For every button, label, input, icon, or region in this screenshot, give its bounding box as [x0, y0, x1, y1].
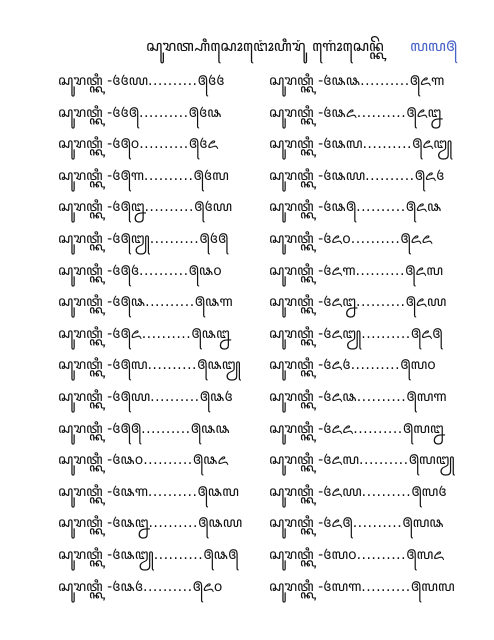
toc-entry[interactable]	[58, 133, 242, 165]
toc-entry[interactable]	[58, 260, 242, 292]
entry-leader-dots: ..........	[355, 262, 405, 279]
entry-page-number: ꧕꧔꧙	[193, 199, 232, 216]
toc-entry[interactable]	[58, 576, 242, 608]
entry-page-number: ꧕꧘꧐	[188, 262, 222, 279]
entry-label: ꦱꦸꦫꦠ꧀ꦏꦶ	[269, 515, 314, 532]
toc-column-right	[269, 70, 455, 607]
entry-number: -꧔꧕꧘	[107, 294, 146, 311]
entry-label: ꦱꦸꦫꦠ꧀ꦏꦶ	[269, 262, 314, 279]
entry-label: ꦱꦸꦫꦠ꧀ꦏꦶ	[58, 73, 103, 89]
entry-number: -꧔꧖꧗	[318, 452, 360, 469]
entry-number: -꧔꧖꧒	[318, 294, 356, 311]
entry-page-number: ꧕꧔꧔	[197, 73, 225, 89]
entry-leader-dots: ..........	[139, 262, 189, 279]
page-header	[0, 30, 494, 56]
entry-number: -꧔꧖꧕	[318, 515, 353, 532]
toc-entry[interactable]	[269, 102, 455, 134]
entry-page-number: ꧕꧘꧑	[194, 294, 233, 311]
toc-entry[interactable]	[269, 481, 455, 513]
entry-label: ꦱꦸꦫꦠ꧀ꦏꦶ	[58, 388, 103, 405]
entry-leader-dots: ..........	[361, 578, 411, 595]
entry-label: ꦱꦸꦫꦠ꧀ꦏꦶ	[58, 136, 103, 153]
entry-number: -꧔꧕꧑	[107, 167, 144, 184]
entry-page-number: ꧕꧔꧕	[199, 230, 229, 247]
entry-label: ꦱꦸꦫꦠ꧀ꦏꦶ	[58, 294, 103, 311]
entry-label: ꦱꦸꦫꦠ꧀ꦏꦶ	[58, 357, 103, 374]
entry-page-number: ꧕꧗꧓	[408, 452, 455, 469]
entry-page-number: ꧕꧖꧔	[414, 167, 445, 184]
entry-label: ꦱꦸꦫꦠ꧀ꦏꦶ	[58, 262, 103, 279]
entry-page-number: ꧕꧘꧖	[192, 452, 229, 469]
toc-entry[interactable]	[58, 354, 242, 386]
entry-number: -꧔꧔꧕	[107, 104, 140, 121]
entry-number: -꧔꧘꧔	[107, 578, 144, 595]
toc-entry[interactable]	[58, 165, 242, 197]
entry-number: -꧔꧕꧖	[107, 325, 142, 342]
toc-entry[interactable]	[269, 449, 455, 481]
toc-entry[interactable]	[58, 418, 242, 450]
entry-label: ꦱꦸꦫꦠ꧀ꦏꦶ	[269, 357, 314, 374]
entry-leader-dots: ..........	[143, 452, 193, 469]
entry-leader-dots: ..........	[144, 199, 194, 216]
entry-label: ꦱꦸꦫꦠ꧀ꦏꦶ	[58, 546, 103, 563]
entry-page-number: ꧕꧗꧒	[402, 420, 444, 437]
toc-entry[interactable]	[269, 196, 455, 228]
entry-number: -꧔꧘꧑	[107, 483, 148, 500]
entry-label: ꦱꦸꦫꦠ꧀ꦏꦶ	[58, 167, 103, 184]
entry-label: ꦱꦸꦫꦠ꧀ꦏꦶ	[58, 104, 103, 121]
entry-label: ꦱꦸꦫꦠ꧀ꦏꦶ	[58, 578, 103, 595]
entry-page-number: ꧕꧖꧐	[192, 578, 223, 595]
entry-page-number: ꧕꧗꧐	[400, 357, 436, 374]
entry-number: -꧔꧘꧓	[107, 546, 154, 563]
entry-label: ꦱꦸꦫꦠ꧀ꦏꦶ	[269, 167, 314, 184]
entry-label: ꦱꦸꦫꦠ꧀ꦏꦶ	[58, 230, 103, 247]
entry-leader-dots: ..........	[150, 388, 200, 405]
toc-entry[interactable]	[269, 354, 455, 386]
entry-page-number: ꧕꧗꧖	[406, 546, 445, 563]
entry-number: -꧔꧗꧐	[318, 546, 357, 563]
toc-entry[interactable]	[269, 165, 455, 197]
entry-leader-dots: ..........	[139, 104, 189, 121]
entry-leader-dots: ..........	[147, 357, 197, 374]
entry-leader-dots: ..........	[350, 357, 401, 374]
entry-page-number: ꧕꧔꧘	[188, 104, 222, 121]
entry-page-number: ꧕꧘꧘	[190, 420, 230, 437]
entry-number: -꧔꧖꧐	[318, 230, 351, 247]
entry-number: -꧔꧖꧔	[318, 357, 351, 374]
entry-number: -꧔꧕꧔	[107, 262, 140, 279]
entry-number: -꧔꧕꧕	[107, 420, 142, 437]
entry-leader-dots: ..........	[143, 167, 194, 184]
entry-label: ꦱꦸꦫꦠ꧀ꦏꦶ	[58, 483, 103, 500]
toc-entry[interactable]	[58, 512, 242, 544]
entry-number: -꧔꧕꧙	[107, 388, 151, 405]
toc-entry[interactable]	[269, 228, 455, 260]
entry-leader-dots: ..........	[356, 104, 407, 121]
entry-number: -꧔꧘꧒	[107, 515, 149, 532]
entry-page-number: ꧕꧗꧘	[402, 515, 444, 532]
entry-label: ꦱꦸꦫꦠ꧀ꦏꦶ	[269, 546, 314, 563]
entry-leader-dots: ..........	[353, 420, 403, 437]
entry-number: -꧔꧘꧖	[318, 104, 357, 121]
entry-leader-dots: ..........	[362, 136, 412, 153]
toc-entry[interactable]	[269, 512, 455, 544]
entry-page-number: ꧕꧘꧒	[191, 325, 230, 342]
toc-entry[interactable]	[269, 323, 455, 355]
entry-page-number: ꧕꧘꧕	[203, 546, 239, 563]
entry-label: ꦱꦸꦫꦠ꧀ꦏꦶ	[269, 483, 314, 500]
entry-number: -꧔꧘꧗	[318, 136, 363, 153]
entry-label: ꦱꦸꦫꦠ꧀ꦏꦶ	[269, 136, 314, 153]
entry-leader-dots: ..........	[148, 73, 198, 89]
entry-page-number: ꧕꧖꧕	[410, 325, 443, 342]
entry-leader-dots: ..........	[356, 546, 407, 563]
entry-number: -꧔꧕꧒	[107, 199, 145, 216]
entry-number: -꧔꧖꧙	[318, 483, 362, 500]
entry-page-number: ꧕꧘꧔	[199, 388, 233, 405]
entry-leader-dots: ..........	[139, 136, 189, 153]
entry-label: ꦱꦸꦫꦠ꧀ꦏꦶ	[269, 325, 314, 342]
toc-column-left	[58, 70, 242, 607]
toc-entry[interactable]	[269, 544, 455, 576]
entry-leader-dots: ..........	[149, 230, 200, 247]
entry-leader-dots: ..........	[356, 294, 406, 311]
book-title: ꦱꦸꦫꦠ꧀ꦲꦶꦱꦺꦴꦔꦺꦴꦁꦲꦶꦫꦸꦁ	[146, 37, 306, 55]
entry-label: ꦱꦸꦫꦠ꧀ꦏꦶ	[269, 73, 314, 89]
entry-label: ꦱꦸꦫꦠ꧀ꦏꦶ	[58, 199, 103, 216]
entry-number: -꧔꧘꧐	[107, 452, 144, 469]
toc-entry[interactable]	[269, 386, 455, 418]
entry-page-number: ꧕꧖꧑	[409, 73, 445, 89]
entry-leader-dots: ..........	[361, 325, 411, 342]
entry-leader-dots: ..........	[141, 420, 191, 437]
entry-number: -꧔꧘꧕	[318, 199, 357, 216]
toc-entry[interactable]	[269, 576, 455, 608]
toc-entry[interactable]	[58, 323, 242, 355]
entry-number: -꧔꧖꧘	[318, 388, 357, 405]
toc-entry[interactable]	[269, 260, 455, 292]
entry-page-number: ꧕꧖꧘	[405, 199, 442, 216]
entry-page-number: ꧕꧖꧗	[404, 262, 444, 279]
toc-entry[interactable]	[58, 228, 242, 260]
entry-page-number: ꧕꧖꧓	[412, 136, 453, 153]
entry-label: ꦱꦸꦫꦠ꧀ꦏꦶ	[269, 452, 314, 469]
entry-leader-dots: ..........	[143, 578, 193, 595]
entry-leader-dots: ..........	[359, 452, 409, 469]
entry-leader-dots: ..........	[153, 546, 204, 563]
toc-entry[interactable]	[58, 102, 242, 134]
entry-page-number: ꧕꧖꧒	[406, 104, 442, 121]
entry-label: ꦱꦸꦫꦠ꧀ꦏꦶ	[269, 230, 314, 247]
entry-page-number: ꧕꧘꧗	[197, 483, 239, 500]
entry-number: -꧔꧔꧙	[107, 73, 148, 89]
toc-entry[interactable]	[269, 133, 455, 165]
toc-entry[interactable]	[58, 291, 242, 323]
toc-entry[interactable]	[58, 386, 242, 418]
page-number: ꧗꧗꧕	[410, 37, 457, 55]
entry-page-number: ꧕꧔꧗	[193, 167, 229, 184]
entry-leader-dots: ..........	[356, 199, 406, 216]
entry-page-number: ꧕꧗꧔	[411, 483, 447, 500]
entry-number: -꧔꧘꧙	[318, 167, 366, 184]
toc-entry[interactable]	[58, 544, 242, 576]
entry-leader-dots: ..........	[356, 388, 407, 405]
entry-number: -꧔꧕꧗	[107, 357, 148, 374]
entry-number: -꧔꧗꧑	[318, 578, 362, 595]
toc-entry[interactable]	[58, 481, 242, 513]
entry-leader-dots: ..........	[147, 483, 198, 500]
entry-page-number: ꧕꧗꧗	[410, 578, 455, 595]
toc-entry[interactable]	[58, 70, 242, 102]
entry-leader-dots: ..........	[352, 515, 403, 532]
entry-page-number: ꧕꧖꧙	[405, 294, 447, 311]
entry-leader-dots: ..........	[148, 515, 198, 532]
entry-page-number: ꧕꧔꧖	[188, 136, 219, 153]
entry-leader-dots: ..........	[365, 167, 415, 184]
entry-label: ꦱꦸꦫꦠ꧀ꦏꦶ	[58, 325, 103, 342]
entry-number: -꧔꧕꧓	[107, 230, 150, 247]
entry-page-number: ꧕꧖꧖	[400, 230, 433, 247]
entry-label: ꦱꦸꦫꦠ꧀ꦏꦶ	[58, 452, 103, 469]
entry-label: ꦱꦸꦫꦠ꧀ꦏꦶ	[269, 578, 314, 595]
entry-number: -꧔꧘꧘	[318, 73, 361, 89]
entry-leader-dots: ..........	[350, 230, 401, 247]
entry-page-number: ꧕꧗꧑	[406, 388, 447, 405]
entry-leader-dots: ..........	[361, 483, 412, 500]
entry-label: ꦱꦸꦫꦠ꧀ꦏꦶ	[269, 199, 314, 216]
entry-page-number: ꧕꧘꧓	[197, 357, 241, 374]
toc-entry[interactable]	[269, 291, 455, 323]
entry-number: -꧔꧖꧖	[318, 420, 354, 437]
toc-entry[interactable]	[269, 418, 455, 450]
entry-leader-dots: ..........	[141, 325, 192, 342]
entry-page-number: ꧕꧘꧙	[197, 515, 243, 532]
toc-entry[interactable]	[58, 196, 242, 228]
entry-label: ꦱꦸꦫꦠ꧀ꦏꦶ	[269, 388, 314, 405]
entry-leader-dots: ..........	[360, 73, 410, 89]
entry-label: ꦱꦸꦫꦠ꧀ꦏꦶ	[269, 294, 314, 311]
entry-number: -꧔꧖꧑	[318, 262, 356, 279]
entry-label: ꦱꦸꦫꦠ꧀ꦏꦶ	[58, 515, 103, 532]
toc-entry[interactable]	[58, 449, 242, 481]
entry-label: ꦱꦸꦫꦠ꧀ꦏꦶ	[269, 420, 314, 437]
entry-number: -꧔꧖꧓	[318, 325, 362, 342]
section-title: ꦒꦺꦴꦁꦱꦺꦤ꧀ꦏꦼ	[312, 37, 384, 55]
entry-label: ꦱꦸꦫꦠ꧀ꦏꦶ	[58, 420, 103, 437]
entry-leader-dots: ..........	[145, 294, 195, 311]
toc-entry[interactable]	[269, 70, 455, 102]
entry-label: ꦱꦸꦫꦠ꧀ꦏꦶ	[269, 104, 314, 121]
entry-number: -꧔꧕꧐	[107, 136, 140, 153]
